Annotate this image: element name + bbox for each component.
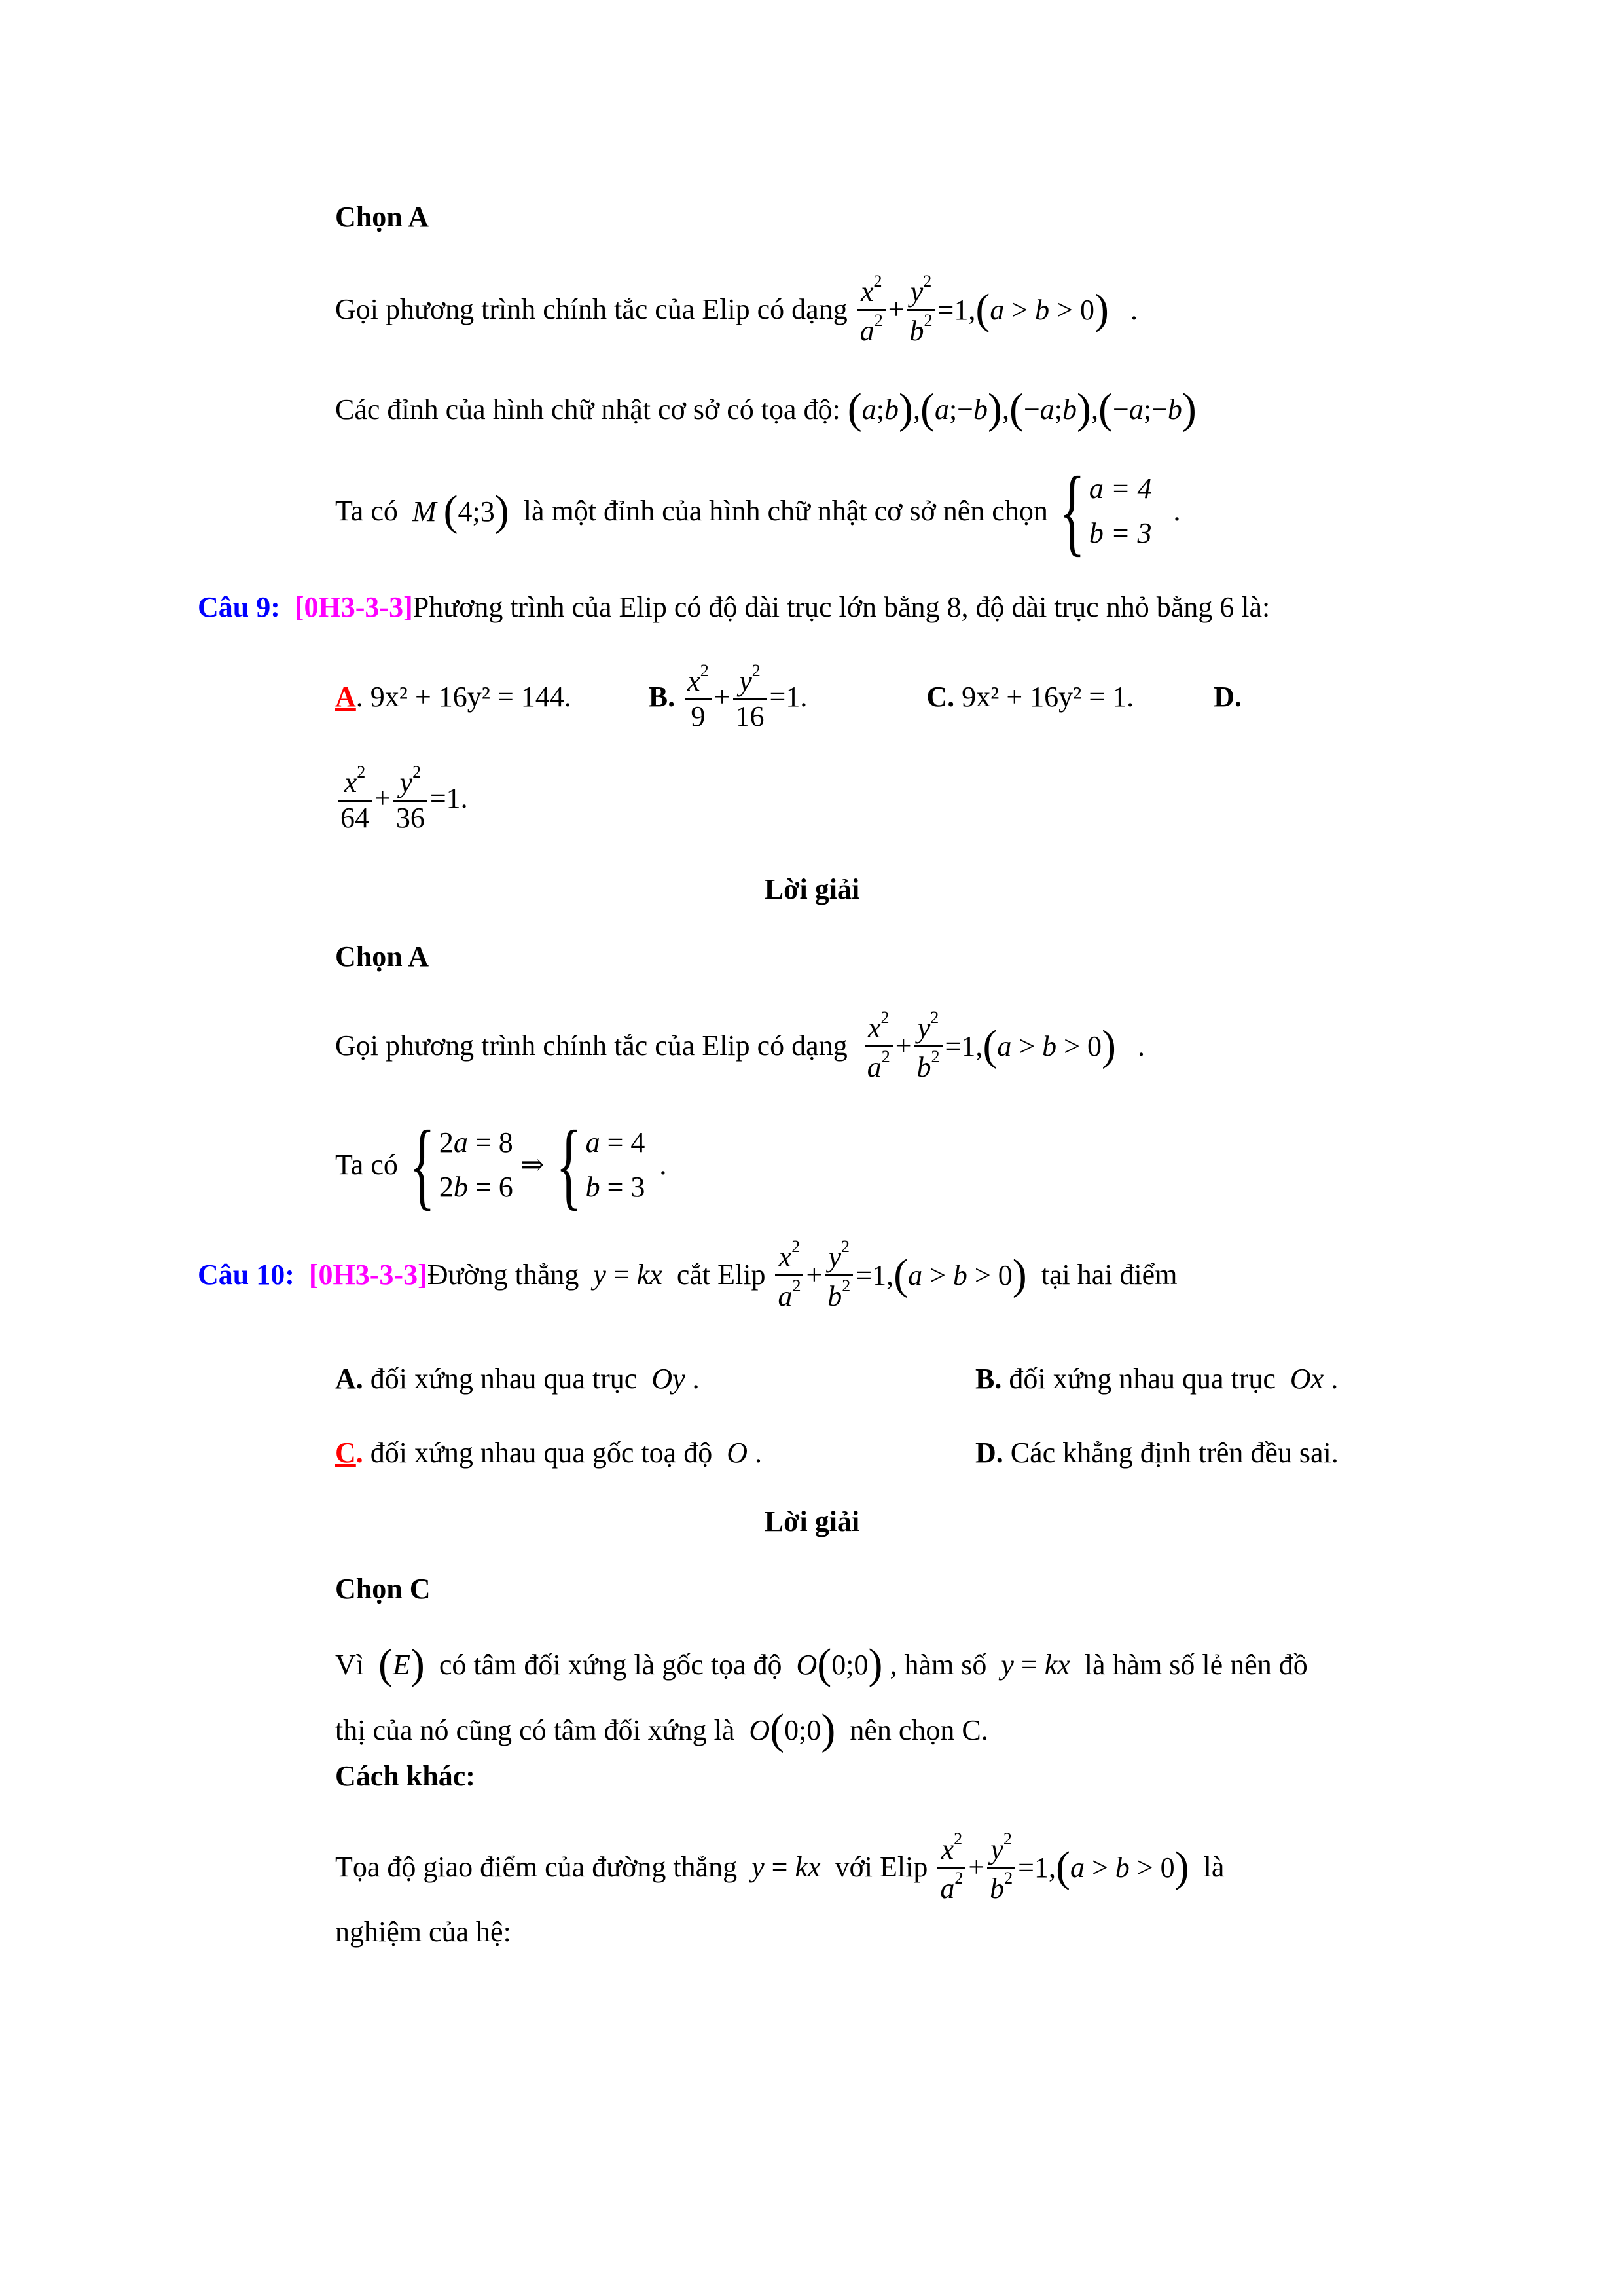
q10-option-c[interactable]: C. đối xứng nhau qua gốc toạ độ O . <box>335 1437 762 1469</box>
q9-option-c[interactable]: 9x² + 16y² = 1. <box>962 681 1134 713</box>
q9-option-b-label[interactable]: B. <box>648 681 676 713</box>
q9-option-c-label[interactable]: C. <box>926 681 955 713</box>
q9-title: Câu 9: [0H3-3-3]Phương trình của Elip có độ dài trục lớn bằng 8, độ dài trục nhỏ bằng 6 là: <box>198 591 1271 623</box>
q9-option-a-label[interactable]: A <box>335 681 356 713</box>
q10-title: Câu 10: [0H3-3-3]Đường thẳng y = kx cắt Elip $\frac{x^2}{a^2}$ + $\frac{y^2}{b^2}$ =1,(a > b > 0) tại hai điểm <box>198 1237 1178 1312</box>
q10-option-a[interactable]: A. đối xứng nhau qua trục Oy . <box>335 1363 700 1395</box>
sol8-chon: Chọn A <box>335 201 429 233</box>
q9-options: A. 9x² + 16y² = 144. B. $\frac{x^2}{9}$ + $\frac{y^2}{16}$ =1. C. 9x² + 16y² = 1. D. <box>335 661 1242 732</box>
sol8-line3: Ta có M (4;3) là một đỉnh của hình chữ nhật cơ sở nên chọn { a = 4 b = 3 . <box>335 457 1181 565</box>
q10-sol-line3: Tọa độ giao điểm của đường thẳng y = kx với Elip $\frac{x^2}{a^2}$ + $\frac{y^2}{b^2}$ =1,(a > b > 0) là <box>335 1829 1225 1905</box>
q10-sol-line4: nghiệm của hệ: <box>335 1916 511 1948</box>
q9-solution-heading: Lời giải <box>764 873 860 905</box>
q10-solution-heading: Lời giải <box>764 1505 860 1537</box>
q10-sol-line1: Vì (E) có tâm đối xứng là gốc tọa độ O(0;0) , hàm số y = kx là hàm số lẻ nên đồ <box>335 1640 1308 1688</box>
fraction-y2-b2: $\frac{y^2}{b^2}$ <box>907 272 935 348</box>
q10-option-b[interactable]: B. đối xứng nhau qua trục Ox . <box>975 1363 1339 1395</box>
q9-sol-line1: Gọi phương trình chính tắc của Elip có dạng $\frac{x^2}{a^2}$ + $\frac{y^2}{b^2}$ =1,(a > b > 0) . <box>335 1008 1145 1083</box>
q9-chon: Chọn A <box>335 941 429 973</box>
q9-option-a[interactable]: 9x² + 16y² = 144. <box>370 681 571 713</box>
q9-sol-line2: Ta có { 2a = 8 2b = 6 ⇒ { a = 4 b = 3 . <box>335 1111 667 1219</box>
q9-option-d[interactable]: $\frac{x^2}{64}$ + $\frac{y^2}{36}$ =1. <box>335 762 468 834</box>
q10-chon: Chọn C <box>335 1573 431 1605</box>
sol8-line2: Các đỉnh của hình chữ nhật cơ sở có tọa độ: (a;b),(a;−b),(−a;b),(−a;−b) <box>335 385 1197 433</box>
sol8-line1: Gọi phương trình chính tắc của Elip có dạng $\frac{x^2}{a^2}$ + $\frac{y^2}{b^2}$ =1,(a > b > 0) . <box>335 272 1138 347</box>
q9-option-b[interactable]: $\frac{x^2}{9}$ <box>685 661 712 733</box>
q9-option-d-label[interactable]: D. <box>1214 681 1242 713</box>
fraction-x2-a2: $\frac{x^2}{a^2}$ <box>857 272 886 348</box>
q10-alt-heading: Cách khác: <box>335 1760 475 1792</box>
q10-sol-line2: thị của nó cũng có tâm đối xứng là O(0;0) nên chọn C. <box>335 1706 988 1753</box>
system-eq-b: b = 3 <box>1089 517 1152 549</box>
system-eq-a: a = 4 <box>1089 472 1152 505</box>
q10-option-d[interactable]: D. Các khẳng định trên đều sai. <box>975 1437 1339 1469</box>
